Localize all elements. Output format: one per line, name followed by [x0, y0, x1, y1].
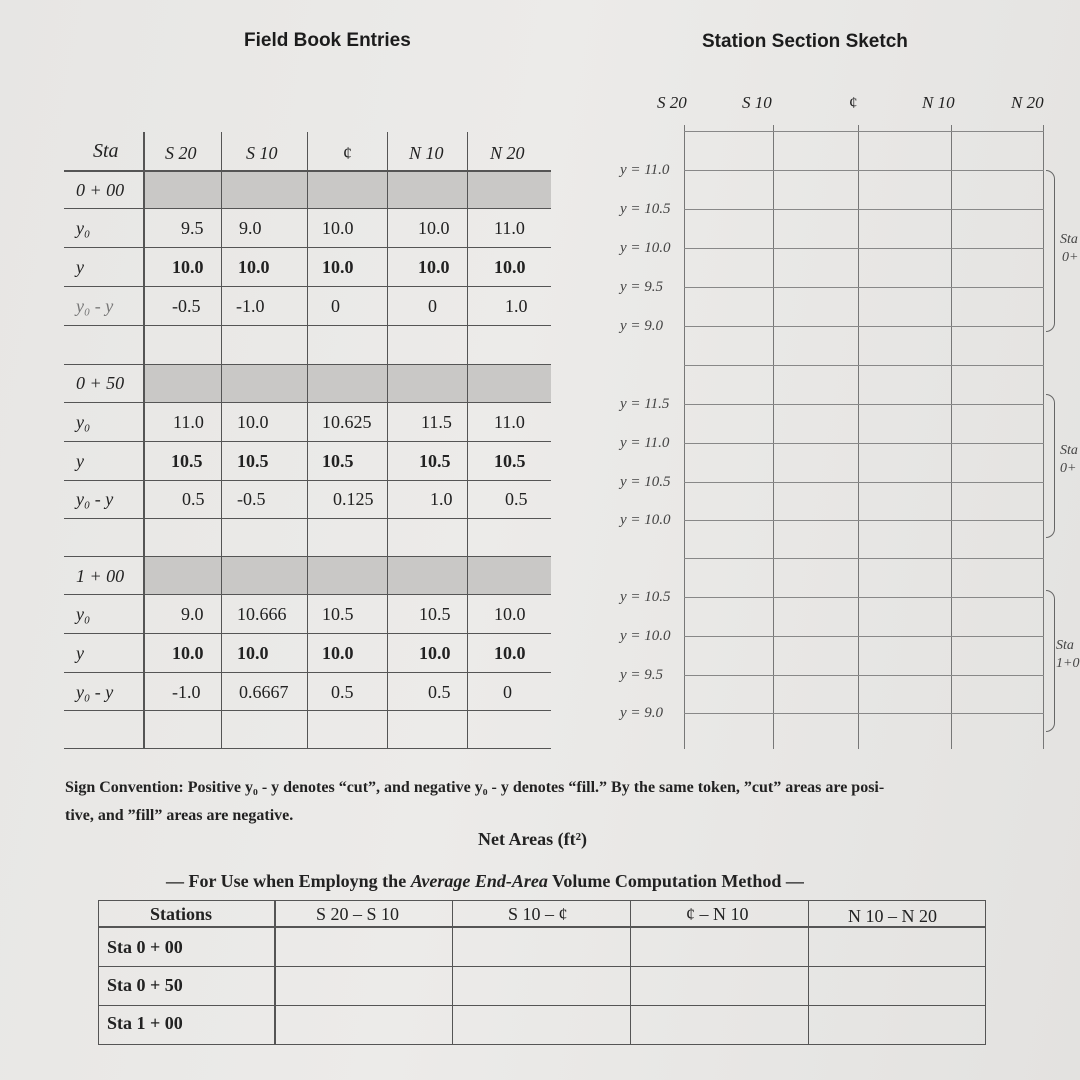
grid-hline — [684, 520, 1044, 521]
cell: 10.5 — [322, 451, 354, 471]
grid-vline — [951, 125, 952, 749]
header-n10-n20: N 10 – N 20 — [848, 906, 937, 926]
cell: 9.5 — [181, 218, 204, 238]
cell: 0 — [428, 296, 437, 316]
method-italic: Average End-Area — [410, 871, 548, 891]
station-label: Sta — [1060, 443, 1078, 458]
cell: 10.5 — [237, 451, 269, 471]
area-entry-cell[interactable] — [454, 928, 629, 965]
area-entry-cell[interactable] — [276, 1006, 451, 1043]
area-entry-cell[interactable] — [276, 967, 451, 1004]
cell: 10.0 — [322, 257, 354, 277]
station-brace — [1046, 590, 1055, 732]
col-header-sta: Sta — [93, 140, 119, 162]
col-header-s10: S 10 — [246, 143, 278, 163]
sketch-col-s10: S 10 — [742, 93, 772, 112]
area-entry-cell[interactable] — [632, 1006, 807, 1043]
grid-hline — [684, 558, 1044, 559]
cell: 10.0 — [172, 643, 204, 663]
grid-hline — [684, 597, 1044, 598]
sign-convention-line-2: tive, and ”fill” areas are negative. — [65, 807, 294, 824]
row-label-y: y — [76, 257, 84, 277]
grid-hline — [684, 404, 1044, 405]
method-prefix: — For Use when Employng the — [166, 871, 411, 891]
cell: 0.5 — [182, 489, 205, 509]
grid-hline — [684, 443, 1044, 444]
header-stations: Stations — [150, 904, 213, 924]
col-header-n10: N 10 — [409, 143, 444, 163]
cell: 9.0 — [181, 604, 204, 624]
elevation-label: y = 9.5 — [620, 279, 664, 295]
row-label-y0: y₀ — [76, 218, 91, 238]
cell: 10.5 — [322, 604, 354, 624]
grid-vline — [1043, 125, 1044, 749]
row-label-y0: y₀ — [76, 604, 91, 624]
cell: -1.0 — [172, 682, 201, 702]
cell: 1.0 — [430, 489, 453, 509]
col-header-s20: S 20 — [165, 143, 197, 163]
area-entry-cell[interactable] — [276, 928, 451, 965]
grid-hline — [684, 170, 1044, 171]
sketch-col-s20: S 20 — [657, 93, 687, 112]
grid-hline — [684, 326, 1044, 327]
station-label: 0+ — [1060, 461, 1077, 476]
station-name: 1 + 00 — [76, 566, 125, 586]
elevation-label: y = 11.0 — [620, 162, 670, 178]
station-label: 1+0 — [1056, 656, 1080, 671]
station-brace — [1046, 170, 1055, 332]
shade-row-1-00 — [143, 556, 551, 594]
cell: 11.0 — [173, 412, 204, 432]
grid-vline — [858, 125, 859, 749]
area-entry-cell[interactable] — [810, 928, 985, 965]
elevation-label: y = 10.5 — [620, 201, 671, 217]
cell: 10.5 — [419, 451, 451, 471]
cell: 0.6667 — [239, 682, 289, 702]
shade-row-0-00 — [143, 170, 551, 208]
cell: 1.0 — [505, 296, 528, 316]
area-entry-cell[interactable] — [454, 1006, 629, 1043]
grid-vline — [773, 125, 774, 749]
row-station-1-00: Sta 1 + 00 — [107, 1013, 183, 1033]
elevation-label: y = 10.0 — [620, 240, 671, 256]
cell: 10.0 — [494, 604, 526, 624]
station-name: 0 + 50 — [76, 373, 125, 393]
row-label-diff: y₀ - y — [76, 296, 114, 316]
station-label: 0+ — [1062, 250, 1079, 265]
grid-hline — [684, 248, 1044, 249]
cell: 10.0 — [322, 218, 354, 238]
elevation-label: y = 10.5 — [620, 589, 671, 605]
col-header-n20: N 20 — [490, 143, 525, 163]
cell: 11.5 — [421, 412, 452, 432]
area-entry-cell[interactable] — [454, 967, 629, 1004]
grid-hline — [684, 675, 1044, 676]
cell: 10.5 — [419, 604, 451, 624]
method-suffix: Volume Computation Method — — [547, 871, 804, 891]
grid-hline — [684, 131, 1044, 132]
elevation-label: y = 11.5 — [620, 396, 670, 412]
area-entry-cell[interactable] — [810, 1006, 985, 1043]
vline — [307, 132, 308, 749]
cell: 0 — [503, 682, 512, 702]
row-label-y: y — [76, 643, 84, 663]
grid-hline — [684, 209, 1044, 210]
cell: 0 — [331, 296, 340, 316]
cell: 9.0 — [239, 218, 262, 238]
vline — [467, 132, 468, 749]
header-s10-cl: S 10 – ¢ — [508, 904, 568, 924]
row-label-y0: y₀ — [76, 412, 91, 432]
area-entry-cell[interactable] — [632, 928, 807, 965]
cell: 10.5 — [171, 451, 203, 471]
row-station-0-00: Sta 0 + 00 — [107, 937, 183, 957]
table-vline — [630, 900, 631, 1045]
cell: 10.625 — [322, 412, 372, 432]
elevation-label: y = 9.0 — [620, 705, 664, 721]
grid-hline — [684, 287, 1044, 288]
elevation-label: y = 9.5 — [620, 667, 664, 683]
station-label: Sta — [1060, 232, 1078, 247]
area-entry-cell[interactable] — [632, 967, 807, 1004]
cell: 0.5 — [331, 682, 354, 702]
cell: 0.5 — [428, 682, 451, 702]
elevation-label: y = 10.0 — [620, 628, 671, 644]
cell: 10.0 — [238, 257, 270, 277]
row-station-0-50: Sta 0 + 50 — [107, 975, 183, 995]
cell: 10.0 — [237, 412, 269, 432]
elevation-label: y = 10.5 — [620, 474, 671, 490]
sketch-col-n20: N 20 — [1011, 93, 1044, 112]
grid-hline — [684, 636, 1044, 637]
sketch-col-centerline: ¢ — [849, 93, 858, 112]
cell: -0.5 — [172, 296, 201, 316]
sketch-col-n10: N 10 — [922, 93, 955, 112]
station-brace — [1046, 394, 1055, 538]
cell: 10.0 — [172, 257, 204, 277]
grid-hline — [684, 365, 1044, 366]
table-vline — [808, 900, 809, 1045]
grid-hline — [684, 482, 1044, 483]
field-book-heading: Field Book Entries — [244, 30, 411, 51]
cell: 10.0 — [418, 257, 450, 277]
cell: 11.0 — [494, 218, 525, 238]
row-label-diff: y₀ - y — [76, 682, 114, 702]
grid-vline — [684, 125, 685, 749]
vline — [143, 132, 145, 749]
cell: 10.0 — [419, 643, 451, 663]
cell: 10.5 — [494, 451, 526, 471]
vline — [387, 132, 388, 749]
sketch-heading: Station Section Sketch — [702, 31, 908, 52]
cell: -1.0 — [236, 296, 265, 316]
col-header-centerline: ¢ — [343, 143, 352, 163]
grid-hline — [684, 713, 1044, 714]
cell: 10.0 — [322, 643, 354, 663]
cell: 10.666 — [237, 604, 287, 624]
cell: -0.5 — [237, 489, 266, 509]
cell: 10.0 — [494, 257, 526, 277]
sign-convention-line-1: Sign Convention: Positive y₀ - y denotes “cut”, and negative y₀ - y denotes “fill.” By the same token, ”cut” areas are posi- — [65, 779, 885, 796]
elevation-label: y = 10.0 — [620, 512, 671, 528]
cell: 10.0 — [418, 218, 450, 238]
area-entry-cell[interactable] — [810, 967, 985, 1004]
method-caption — [166, 871, 804, 892]
station-name: 0 + 00 — [76, 180, 125, 200]
shade-row-0-50 — [143, 364, 551, 402]
row-label-diff: y₀ - y — [76, 489, 114, 509]
elevation-label: y = 11.0 — [620, 435, 670, 451]
station-label: Sta — [1056, 638, 1074, 653]
header-cl-n10: ¢ – N 10 — [686, 904, 749, 924]
cell: 10.0 — [237, 643, 269, 663]
cell: 10.0 — [494, 643, 526, 663]
table-vline — [452, 900, 453, 1045]
row-label-y: y — [76, 451, 84, 471]
cell: 11.0 — [494, 412, 525, 432]
header-s20-s10: S 20 – S 10 — [316, 904, 400, 924]
cell: 0.125 — [333, 489, 374, 509]
elevation-label: y = 9.0 — [620, 318, 664, 334]
cell: 0.5 — [505, 489, 528, 509]
vline — [221, 132, 222, 749]
net-areas-title: Net Areas (ft²) — [478, 829, 588, 849]
